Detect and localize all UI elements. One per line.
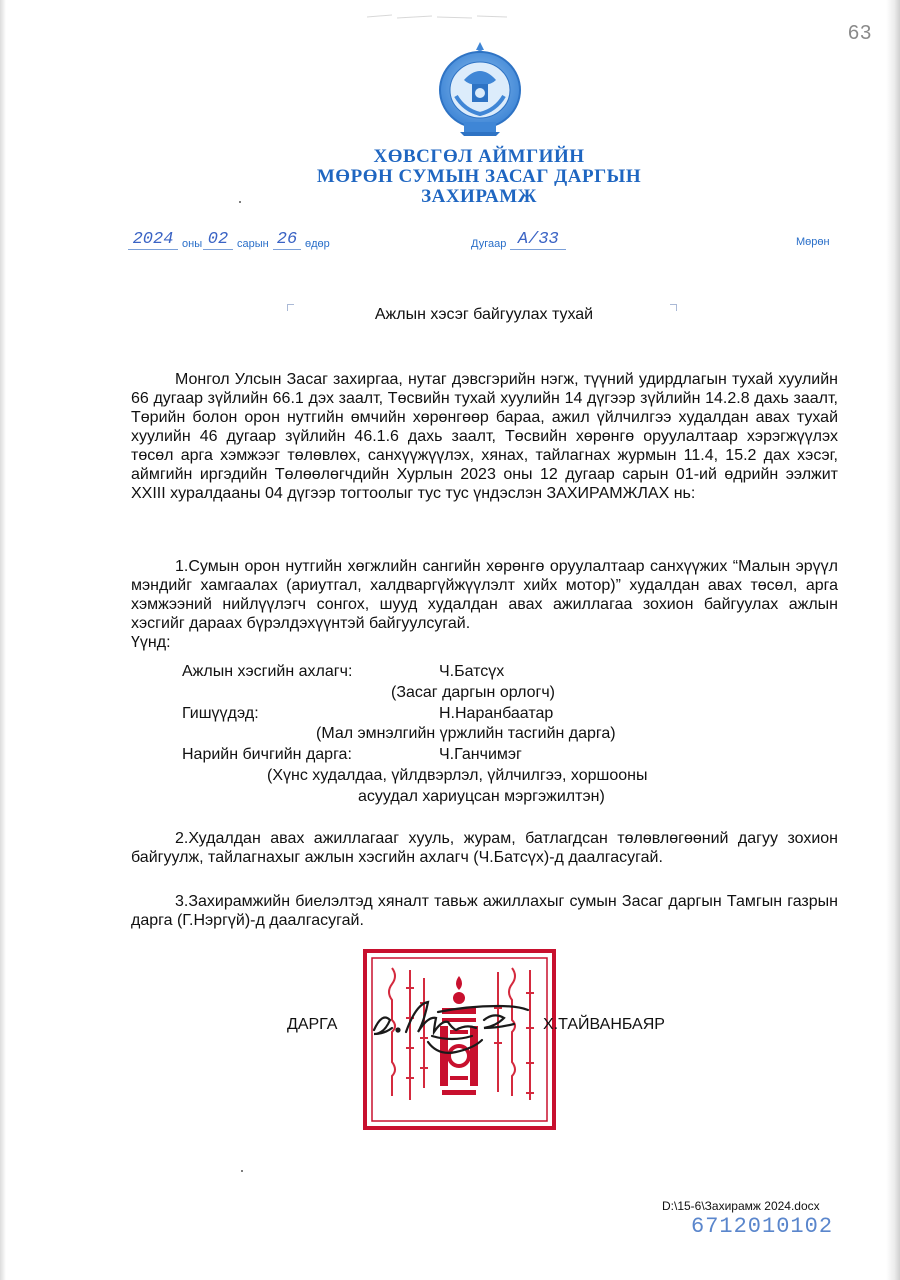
date-field [128, 231, 206, 250]
preamble-text: Монгол Улсын Засаг захиргаа, нутаг дэвсгэрийн нэгж, түүний удирдлагын тухай хуулийн 66 дугаар зүйлийн 66.1 дэх заалт, Төсвийн тухай хуулийн 14 дүгээр зүйлийн 14.2.8 дахь заалт, Төрийн болон орон нутгийн өмчийн хөрөнгөөр бараа, ажил үйлчилгээ худалдан авах тухай хуулийн 46 дугаар зүйлийн 46.1.6 дахь заалт, Төсвийн хөрөнгө оруулалтаар хэрэгжүүлэх төсөл арга хэмжээг төлөвлөх, санхүүжүүлэх, хянах, тайлагнах журмын 11.4, 15.2 дах хэсэг, аймгийн иргэдийн Төлөөлөгчдийн Хурлын 2023 оны 12 дугаар сарын 01-ий өдрийн ээлжит XXIII хуралдааны 04 дүгээр тогтоолыг тус тус үндэслэн ЗАХИРАМЖЛАХ нь: [131, 371, 838, 502]
year-label: оны [182, 238, 203, 250]
item-2-paragraph [131, 829, 838, 867]
faint-scan-mark [362, 10, 512, 24]
item-1-tail: Үүнд: [131, 634, 171, 651]
handwritten-signature [368, 992, 538, 1062]
number-field [467, 231, 566, 250]
org-name-line2: МӨРӨН СУМЫН ЗАСАГ ДАРГЫН [316, 166, 642, 187]
secretary-position-line1: (Хүнс худалдаа, үйлдвэрлэл, үйлчилгээ, хоршооны [267, 767, 648, 784]
signer-name: Х.ТАЙВАНБАЯР [543, 1016, 665, 1033]
month-field [203, 231, 273, 250]
head-role: Ажлын хэсгийн ахлагч: [182, 663, 353, 680]
head-name: Ч.Батсүх [439, 663, 505, 680]
secretary-name: Ч.Ганчимэг [439, 746, 522, 763]
org-name-line1: ХӨВСГӨЛ АЙМГИЙН [373, 146, 585, 167]
date-year: 2024 [128, 231, 178, 250]
day-field [273, 231, 334, 250]
item-3-text: 3.Захирамжийн биелэлтэд хяналт тавьж ажиллахыг сумын Засаг даргын Тамгын газрын дарга (Г.Нэргүй)-д даалгасугай. [131, 893, 838, 929]
item-2-text: 2.Худалдан авах ажиллагааг хууль, журам, батлагдсан төлөвлөгөөний дагуу зохион байгуулж, тайлагнахыг ажлын хэсгийн ахлагч (Ч.Батсүх)-д даалгасугай. [131, 830, 838, 866]
item-1-text: 1.Сумын орон нутгийн хөгжлийн сангийн хөрөнгө оруулалтаар санхүүжих “Малын эрүүл мэндийг хамгаалах (ариутгал, халдваргүйжүүлэлт хийх мотор)” худалдан авах төсөл, арга хэмжээний нийлүүлэгч сонгох, шууд худалдан авах ажиллагаа зохион байгуулах ажлын хэсгийг дараах бүрэлдэхүүнтэй байгуулсугай. [131, 558, 838, 632]
member-name: Н.Наранбаатар [439, 705, 554, 722]
item-1-paragraph [131, 557, 838, 652]
document-type: ЗАХИРАМЖ [421, 186, 537, 207]
day-label: өдөр [305, 238, 330, 250]
secretary-position-line2: асуудал хариуцсан мэргэжилтэн) [358, 788, 605, 805]
preamble-paragraph [131, 370, 838, 503]
serial-number-stamp: 6712010102 [691, 1214, 834, 1239]
month-label: сарын [237, 238, 269, 250]
member-position: (Мал эмнэлгийн үржлийн тасгийн дарга) [316, 725, 616, 742]
member-role: Гишүүдэд: [182, 705, 259, 722]
file-path-footer: D:\15-6\Захирамж 2024.docx [662, 1199, 820, 1213]
head-position: (Засаг даргын орлогч) [391, 684, 555, 701]
state-emblem-icon [434, 40, 526, 136]
item-3-paragraph [131, 892, 838, 930]
scan-speck [239, 201, 241, 203]
number-label: Дугаар [471, 238, 507, 250]
signer-title: ДАРГА [287, 1016, 338, 1033]
place-name: Мөрөн [796, 236, 830, 248]
document-number: А/33 [510, 231, 566, 250]
page-number: 63 [848, 22, 873, 44]
secretary-role: Нарийн бичгийн дарга: [182, 746, 352, 763]
date-month: 02 [203, 231, 233, 250]
scan-speck [241, 1170, 243, 1172]
document-subject: Ажлын хэсэг байгуулах тухай [374, 306, 594, 323]
date-day: 26 [273, 231, 301, 250]
